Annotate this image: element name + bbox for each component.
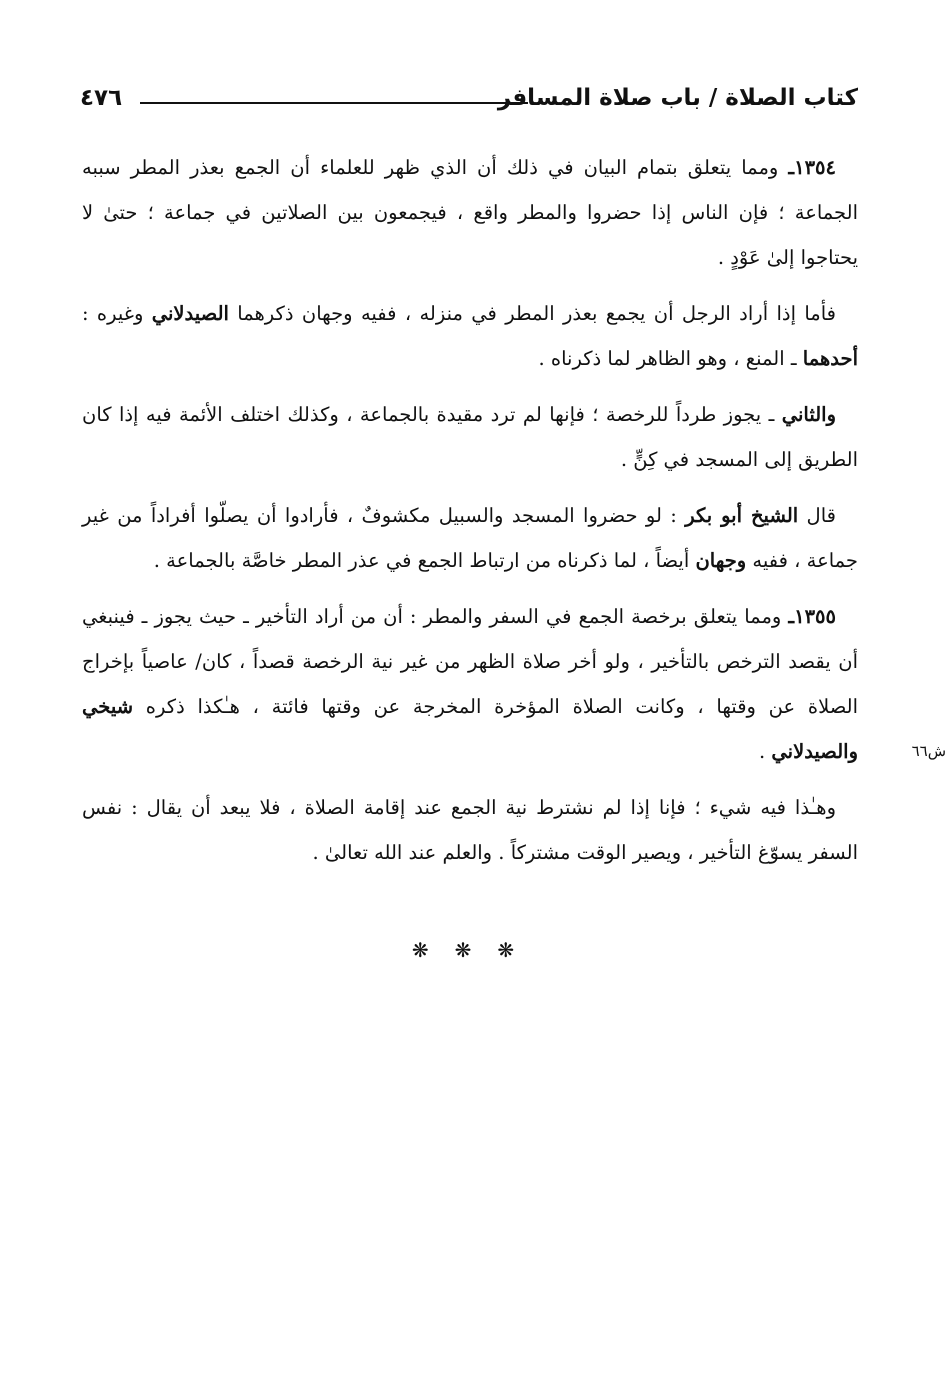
page-body (82, 145, 858, 886)
paragraph-text: فأما إذا أراد الرجل أن يجمع بعذر المطر في منزله ، ففيه وجهان ذكرهما (228, 302, 836, 325)
paragraph-text: ـ المنع ، وهو الظاهر لما ذكرناه . (538, 347, 803, 370)
page-number: ٤٧٦ (80, 85, 123, 111)
paragraph-text: قال (798, 504, 836, 527)
paragraph-text: ومما يتعلق برخصة الجمع في السفر والمطر : أن من أراد التأخير ـ حيث يجوز ـ فينبغي أن يقصد الترخص بالتأخير ، ولو أخر صلاة الظهر من غير نية الرخصة قصداً ، كان/ عاصياً بإخراج الصلاة عن وقتها ، وكانت الصلاة المؤخرة المخرجة عن وقتها فائتة ، هـٰكذا ذكره (82, 605, 858, 718)
paragraph-text: ومما يتعلق بتمام البيان في ذلك أن الذي ظهر للعلماء أن الجمع بعذر المطر سببه الجماعة ؛ فإن الناس إذا حضروا والمطر واقع ، فيجمعون بين الصلاتين في جماعة ؛ حتىٰ لا يحتاجوا إلىٰ عَوْدٍ . (82, 156, 858, 269)
name-abu-bakr: الشيخ أبو بكر (685, 504, 799, 527)
header-rule (140, 102, 528, 104)
paragraph-1355 (82, 594, 858, 774)
paragraph-abu-bakr (82, 493, 858, 583)
issue-number: ١٣٥٤ـ (788, 156, 836, 179)
running-header (80, 78, 858, 118)
issue-number: ١٣٥٥ـ (788, 605, 836, 628)
running-title: كتاب الصلاة / باب صلاة المسافر (497, 85, 858, 111)
paragraph-text: ـ يجوز طرداً للرخصة ؛ فإنها لم ترد مقيدة بالجماعة ، وكذلك اختلف الأئمة فيه إذا كان الطريق إلى المسجد في كِنٍّ . (82, 403, 858, 471)
manuscript-folio-note: ش٦٦ (911, 742, 946, 760)
name-shaykhi-saydalani: شيخي والصيدلاني (82, 695, 858, 763)
paragraph-closing (82, 785, 858, 875)
section-separator: ❋❋❋ (411, 938, 541, 962)
second-opinion-label: والثاني (781, 403, 836, 426)
paragraph-text: وغيره : (82, 302, 152, 325)
paragraph-text: وهـٰذا فيه شيء ؛ فإنا إذا لم نشترط نية الجمع عند إقامة الصلاة ، فلا يبعد أن يقال : نفس السفر يسوّغ التأخير ، ويصير الوقت مشتركاً . والعلم عند الله تعالىٰ . (82, 796, 858, 864)
name-saydalani: الصيدلاني (151, 302, 229, 325)
paragraph-1354 (82, 145, 858, 280)
paragraph-text: : لو حضروا المسجد والسبيل مكشوفٌ ، فأرادوا أن يصلّوا أفراداً من غير جماعة ، ففيه (82, 504, 858, 572)
paragraph-text: أيضاً ، لما ذكرناه من ارتباط الجمع في عذر المطر خاصَّة بالجماعة . (153, 549, 696, 572)
two-opinions-label: وجهان (695, 549, 747, 572)
paragraph-second-opinion (82, 392, 858, 482)
paragraph-rain-home (82, 291, 858, 381)
paragraph-text: . (758, 740, 772, 763)
first-opinion-label: أحدهما (802, 347, 858, 370)
